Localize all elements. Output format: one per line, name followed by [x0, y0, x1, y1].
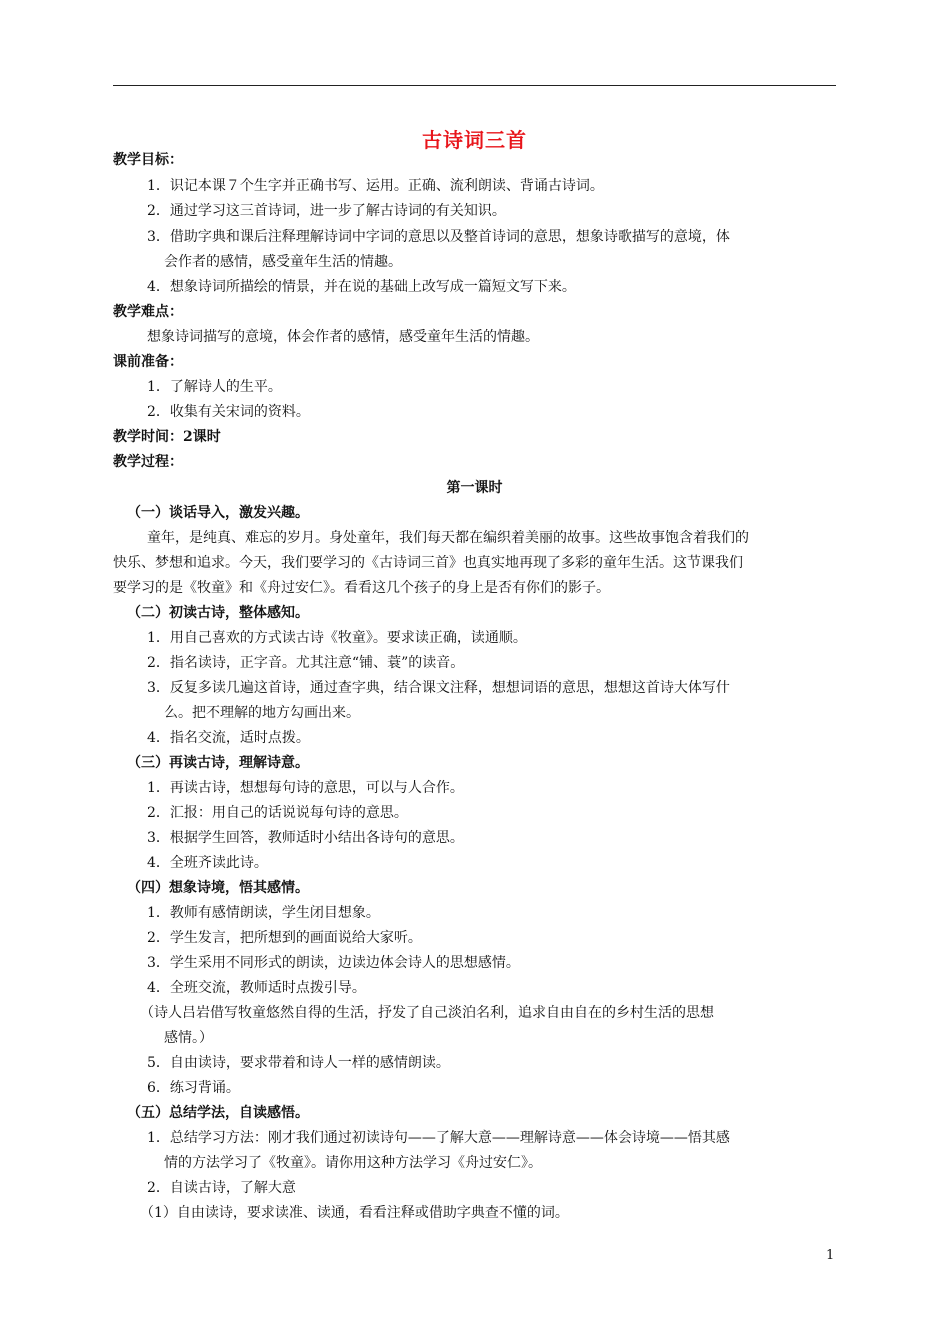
section-heading: （一）谈话导入，激发兴趣。: [127, 505, 309, 521]
text-line: （1）自由读诗，要求读准、读通，看看注释或借助字典查不懂的词。: [140, 1205, 569, 1221]
text-line: 2．通过学习这三首诗词，进一步了解古诗词的有关知识。: [147, 203, 506, 219]
text-line: 么。把不理解的地方勾画出来。: [164, 705, 360, 721]
text-line: 1．了解诗人的生平。: [147, 379, 282, 395]
section-heading: （四）想象诗境，悟其感情。: [127, 880, 309, 896]
text-line: 1．再读古诗，想想每句诗的意思，可以与人合作。: [147, 780, 464, 796]
text-line: 快乐、梦想和追求。今天，我们要学习的《古诗词三首》也真实地再现了多彩的童年生活。这节课我们: [113, 555, 743, 571]
text-line: 3．借助字典和课后注释理解诗词中字词的意思以及整首诗词的意思，想象诗歌描写的意境，体: [147, 229, 730, 245]
text-line: 1．总结学习方法：刚才我们通过初读诗句——了解大意——理解诗意——体会诗境——悟其感: [147, 1130, 730, 1146]
section-heading: 课前准备：: [113, 354, 183, 370]
text-line: 情的方法学习了《牧童》。请你用这种方法学习《舟过安仁》。: [164, 1155, 542, 1171]
text-line: 会作者的感情，感受童年生活的情趣。: [164, 254, 402, 270]
text-line: 4．指名交流，适时点拨。: [147, 730, 310, 746]
text-line: 童年，是纯真、难忘的岁月。身处童年，我们每天都在编织着美丽的故事。这些故事饱含着我们的: [147, 530, 749, 546]
text-line: 3．学生采用不同形式的朗读，边读边体会诗人的思想感情。: [147, 955, 520, 971]
text-line: 5．自由读诗，要求带着和诗人一样的感情朗读。: [147, 1055, 450, 1071]
section-heading: （五）总结学法，自读感悟。: [127, 1105, 309, 1121]
text-line: 2．汇报：用自己的话说说每句诗的意思。: [147, 805, 408, 821]
text-line: 2．自读古诗，了解大意: [147, 1180, 296, 1196]
text-line: （诗人吕岩借写牧童悠然自得的生活，抒发了自己淡泊名利，追求自由自在的乡村生活的思想: [140, 1005, 714, 1021]
section-heading: 教学目标：: [113, 152, 183, 168]
text-line: 4．全班交流，教师适时点拨引导。: [147, 980, 366, 996]
text-line: 1．识记本课７个生字并正确书写、运用。正确、流利朗读、背诵古诗词。: [147, 178, 604, 194]
text-line: 2．收集有关宋词的资料。: [147, 404, 310, 420]
text-line: 2．学生发言，把所想到的画面说给大家听。: [147, 930, 422, 946]
text-line: 要学习的是《牧童》和《舟过安仁》。看看这几个孩子的身上是否有你们的影子。: [113, 580, 610, 596]
text-line: 6．练习背诵。: [147, 1080, 240, 1096]
section-heading: （二）初读古诗，整体感知。: [127, 605, 309, 621]
text-line: 感情。）: [164, 1030, 213, 1046]
document-title: 古诗词三首: [422, 128, 527, 152]
text-line: 想象诗词描写的意境，体会作者的感情，感受童年生活的情趣。: [147, 329, 539, 345]
text-line: 3．根据学生回答，教师适时小结出各诗句的意思。: [147, 830, 464, 846]
text-line: 3．反复多读几遍这首诗，通过查字典，结合课文注释，想想词语的意思，想想这首诗大体写什: [147, 680, 730, 696]
text-line: 4．全班齐读此诗。: [147, 855, 268, 871]
text-line: 1．教师有感情朗读，学生闭目想象。: [147, 905, 380, 921]
section-heading: 教学过程：: [113, 454, 183, 470]
text-line: 1．用自己喜欢的方式读古诗《牧童》。要求读正确，读通顺。: [147, 630, 527, 646]
section-heading: 第一课时: [446, 480, 503, 496]
section-heading: 教学时间：2课时: [113, 429, 221, 445]
section-heading: （三）再读古诗，理解诗意。: [127, 755, 309, 771]
page-number: 1: [826, 1248, 835, 1263]
text-line: 4．想象诗词所描绘的情景，并在说的基础上改写成一篇短文写下来。: [147, 279, 576, 295]
section-heading: 教学难点：: [113, 304, 183, 320]
text-line: 2．指名读诗，正字音。尤其注意“铺、蓑”的读音。: [147, 655, 465, 671]
header-rule: [113, 85, 836, 86]
